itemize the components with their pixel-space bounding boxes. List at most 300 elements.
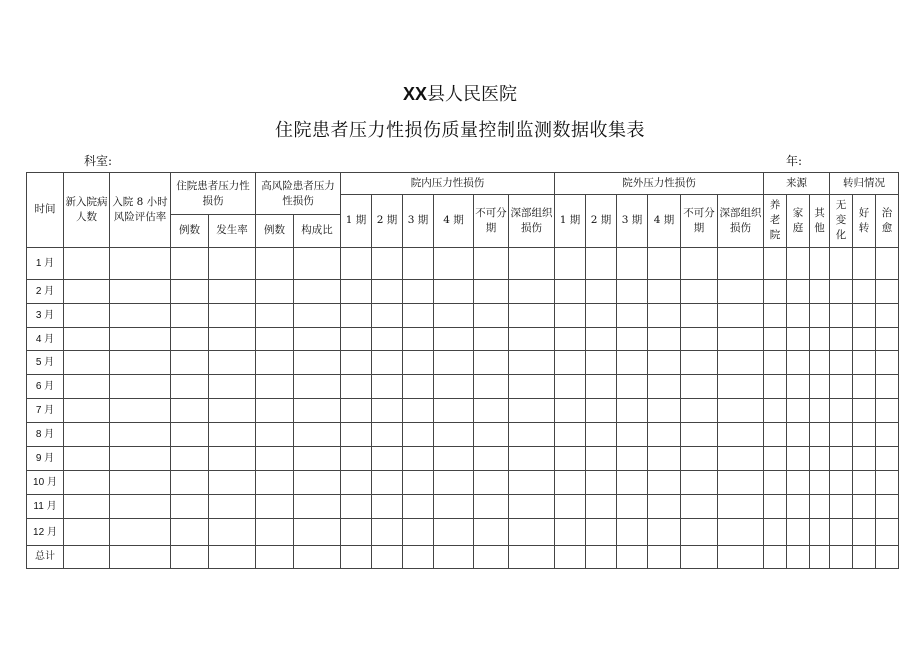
data-cell[interactable] <box>648 279 681 303</box>
data-cell[interactable] <box>110 471 171 495</box>
data-cell[interactable] <box>509 519 555 545</box>
data-cell[interactable] <box>810 398 830 422</box>
data-cell[interactable] <box>64 303 110 327</box>
data-cell[interactable] <box>256 519 294 545</box>
data-cell[interactable] <box>64 279 110 303</box>
data-cell[interactable] <box>434 351 474 375</box>
data-cell[interactable] <box>764 545 787 568</box>
data-cell[interactable] <box>509 446 555 470</box>
data-cell[interactable] <box>474 495 509 519</box>
data-cell[interactable] <box>681 398 718 422</box>
data-cell[interactable] <box>209 545 256 568</box>
data-cell[interactable] <box>209 471 256 495</box>
data-cell[interactable] <box>372 375 403 398</box>
data-cell[interactable] <box>474 328 509 351</box>
data-cell[interactable] <box>372 247 403 279</box>
data-cell[interactable] <box>434 247 474 279</box>
data-cell[interactable] <box>648 519 681 545</box>
data-cell[interactable] <box>434 279 474 303</box>
data-cell[interactable] <box>810 519 830 545</box>
data-cell[interactable] <box>171 471 209 495</box>
data-cell[interactable] <box>764 247 787 279</box>
data-cell[interactable] <box>294 398 341 422</box>
data-cell[interactable] <box>294 351 341 375</box>
data-cell[interactable] <box>586 422 617 446</box>
data-cell[interactable] <box>830 328 853 351</box>
data-cell[interactable] <box>648 398 681 422</box>
data-cell[interactable] <box>681 328 718 351</box>
data-cell[interactable] <box>681 545 718 568</box>
data-cell[interactable] <box>509 247 555 279</box>
data-cell[interactable] <box>876 328 899 351</box>
data-cell[interactable] <box>209 446 256 470</box>
data-cell[interactable] <box>509 279 555 303</box>
data-cell[interactable] <box>555 398 586 422</box>
data-cell[interactable] <box>555 375 586 398</box>
data-cell[interactable] <box>617 422 648 446</box>
data-cell[interactable] <box>171 495 209 519</box>
data-cell[interactable] <box>876 247 899 279</box>
data-cell[interactable] <box>474 351 509 375</box>
data-cell[interactable] <box>434 375 474 398</box>
data-cell[interactable] <box>853 471 876 495</box>
data-cell[interactable] <box>171 247 209 279</box>
data-cell[interactable] <box>64 422 110 446</box>
data-cell[interactable] <box>256 471 294 495</box>
data-cell[interactable] <box>209 422 256 446</box>
data-cell[interactable] <box>876 279 899 303</box>
data-cell[interactable] <box>555 495 586 519</box>
data-cell[interactable] <box>586 446 617 470</box>
data-cell[interactable] <box>648 351 681 375</box>
data-cell[interactable] <box>434 398 474 422</box>
data-cell[interactable] <box>648 303 681 327</box>
data-cell[interactable] <box>830 375 853 398</box>
data-cell[interactable] <box>434 545 474 568</box>
data-cell[interactable] <box>718 471 764 495</box>
data-cell[interactable] <box>509 422 555 446</box>
data-cell[interactable] <box>586 398 617 422</box>
data-cell[interactable] <box>209 351 256 375</box>
data-cell[interactable] <box>853 422 876 446</box>
data-cell[interactable] <box>648 495 681 519</box>
data-cell[interactable] <box>810 446 830 470</box>
data-cell[interactable] <box>372 328 403 351</box>
data-cell[interactable] <box>830 519 853 545</box>
data-cell[interactable] <box>876 422 899 446</box>
data-cell[interactable] <box>764 279 787 303</box>
data-cell[interactable] <box>586 495 617 519</box>
data-cell[interactable] <box>787 471 810 495</box>
data-cell[interactable] <box>474 247 509 279</box>
data-cell[interactable] <box>681 446 718 470</box>
data-cell[interactable] <box>853 446 876 470</box>
data-cell[interactable] <box>509 495 555 519</box>
data-cell[interactable] <box>648 375 681 398</box>
data-cell[interactable] <box>718 328 764 351</box>
data-cell[interactable] <box>853 303 876 327</box>
data-cell[interactable] <box>294 247 341 279</box>
data-cell[interactable] <box>830 495 853 519</box>
data-cell[interactable] <box>787 351 810 375</box>
data-cell[interactable] <box>256 351 294 375</box>
data-cell[interactable] <box>718 495 764 519</box>
data-cell[interactable] <box>110 247 171 279</box>
data-cell[interactable] <box>810 303 830 327</box>
data-cell[interactable] <box>294 446 341 470</box>
data-cell[interactable] <box>830 545 853 568</box>
data-cell[interactable] <box>110 545 171 568</box>
data-cell[interactable] <box>209 247 256 279</box>
data-cell[interactable] <box>648 247 681 279</box>
data-cell[interactable] <box>64 446 110 470</box>
data-cell[interactable] <box>681 422 718 446</box>
data-cell[interactable] <box>830 247 853 279</box>
data-cell[interactable] <box>718 519 764 545</box>
data-cell[interactable] <box>341 545 372 568</box>
data-cell[interactable] <box>509 328 555 351</box>
data-cell[interactable] <box>110 519 171 545</box>
data-cell[interactable] <box>474 446 509 470</box>
data-cell[interactable] <box>171 303 209 327</box>
data-cell[interactable] <box>617 303 648 327</box>
data-cell[interactable] <box>648 471 681 495</box>
data-cell[interactable] <box>294 471 341 495</box>
data-cell[interactable] <box>617 247 648 279</box>
data-cell[interactable] <box>764 398 787 422</box>
data-cell[interactable] <box>764 328 787 351</box>
data-cell[interactable] <box>830 471 853 495</box>
data-cell[interactable] <box>555 328 586 351</box>
data-cell[interactable] <box>617 351 648 375</box>
data-cell[interactable] <box>110 375 171 398</box>
data-cell[interactable] <box>403 398 434 422</box>
data-cell[interactable] <box>256 422 294 446</box>
data-cell[interactable] <box>586 279 617 303</box>
data-cell[interactable] <box>718 446 764 470</box>
data-cell[interactable] <box>853 279 876 303</box>
data-cell[interactable] <box>810 422 830 446</box>
data-cell[interactable] <box>341 422 372 446</box>
data-cell[interactable] <box>853 351 876 375</box>
data-cell[interactable] <box>876 351 899 375</box>
data-cell[interactable] <box>876 446 899 470</box>
data-cell[interactable] <box>586 351 617 375</box>
data-cell[interactable] <box>555 422 586 446</box>
data-cell[interactable] <box>256 303 294 327</box>
data-cell[interactable] <box>718 279 764 303</box>
data-cell[interactable] <box>787 375 810 398</box>
data-cell[interactable] <box>681 471 718 495</box>
data-cell[interactable] <box>256 398 294 422</box>
data-cell[interactable] <box>586 471 617 495</box>
data-cell[interactable] <box>403 279 434 303</box>
data-cell[interactable] <box>372 545 403 568</box>
data-cell[interactable] <box>372 422 403 446</box>
data-cell[interactable] <box>830 446 853 470</box>
data-cell[interactable] <box>474 279 509 303</box>
data-cell[interactable] <box>403 375 434 398</box>
data-cell[interactable] <box>876 495 899 519</box>
data-cell[interactable] <box>810 545 830 568</box>
data-cell[interactable] <box>171 519 209 545</box>
data-cell[interactable] <box>830 279 853 303</box>
data-cell[interactable] <box>509 545 555 568</box>
data-cell[interactable] <box>64 398 110 422</box>
data-cell[interactable] <box>830 303 853 327</box>
data-cell[interactable] <box>64 328 110 351</box>
data-cell[interactable] <box>681 351 718 375</box>
data-cell[interactable] <box>341 351 372 375</box>
data-cell[interactable] <box>474 375 509 398</box>
data-cell[interactable] <box>171 351 209 375</box>
data-cell[interactable] <box>810 328 830 351</box>
data-cell[interactable] <box>617 446 648 470</box>
data-cell[interactable] <box>617 375 648 398</box>
data-cell[interactable] <box>434 519 474 545</box>
data-cell[interactable] <box>341 495 372 519</box>
data-cell[interactable] <box>555 471 586 495</box>
data-cell[interactable] <box>787 303 810 327</box>
data-cell[interactable] <box>110 422 171 446</box>
data-cell[interactable] <box>110 398 171 422</box>
data-cell[interactable] <box>294 279 341 303</box>
data-cell[interactable] <box>403 422 434 446</box>
data-cell[interactable] <box>256 545 294 568</box>
data-cell[interactable] <box>810 375 830 398</box>
data-cell[interactable] <box>171 446 209 470</box>
data-cell[interactable] <box>171 398 209 422</box>
data-cell[interactable] <box>681 247 718 279</box>
data-cell[interactable] <box>64 519 110 545</box>
data-cell[interactable] <box>434 303 474 327</box>
data-cell[interactable] <box>648 328 681 351</box>
data-cell[interactable] <box>372 279 403 303</box>
data-cell[interactable] <box>64 471 110 495</box>
data-cell[interactable] <box>810 279 830 303</box>
data-cell[interactable] <box>586 328 617 351</box>
data-cell[interactable] <box>718 398 764 422</box>
data-cell[interactable] <box>341 471 372 495</box>
data-cell[interactable] <box>876 375 899 398</box>
data-cell[interactable] <box>403 495 434 519</box>
data-cell[interactable] <box>718 303 764 327</box>
data-cell[interactable] <box>403 351 434 375</box>
data-cell[interactable] <box>209 328 256 351</box>
data-cell[interactable] <box>764 471 787 495</box>
data-cell[interactable] <box>110 495 171 519</box>
data-cell[interactable] <box>403 446 434 470</box>
data-cell[interactable] <box>830 398 853 422</box>
data-cell[interactable] <box>648 446 681 470</box>
data-cell[interactable] <box>718 351 764 375</box>
data-cell[interactable] <box>555 279 586 303</box>
data-cell[interactable] <box>341 446 372 470</box>
data-cell[interactable] <box>681 375 718 398</box>
data-cell[interactable] <box>434 495 474 519</box>
data-cell[interactable] <box>171 375 209 398</box>
data-cell[interactable] <box>372 471 403 495</box>
data-cell[interactable] <box>209 495 256 519</box>
data-cell[interactable] <box>853 328 876 351</box>
data-cell[interactable] <box>681 495 718 519</box>
data-cell[interactable] <box>294 303 341 327</box>
data-cell[interactable] <box>294 495 341 519</box>
data-cell[interactable] <box>764 303 787 327</box>
data-cell[interactable] <box>341 375 372 398</box>
data-cell[interactable] <box>617 328 648 351</box>
data-cell[interactable] <box>294 422 341 446</box>
data-cell[interactable] <box>294 328 341 351</box>
data-cell[interactable] <box>110 351 171 375</box>
data-cell[interactable] <box>256 446 294 470</box>
data-cell[interactable] <box>372 351 403 375</box>
data-cell[interactable] <box>256 279 294 303</box>
data-cell[interactable] <box>617 495 648 519</box>
data-cell[interactable] <box>171 279 209 303</box>
data-cell[interactable] <box>853 375 876 398</box>
data-cell[interactable] <box>787 328 810 351</box>
data-cell[interactable] <box>764 495 787 519</box>
data-cell[interactable] <box>403 303 434 327</box>
data-cell[interactable] <box>718 247 764 279</box>
data-cell[interactable] <box>294 545 341 568</box>
data-cell[interactable] <box>586 375 617 398</box>
data-cell[interactable] <box>681 303 718 327</box>
data-cell[interactable] <box>372 519 403 545</box>
data-cell[interactable] <box>403 471 434 495</box>
data-cell[interactable] <box>256 375 294 398</box>
data-cell[interactable] <box>853 247 876 279</box>
data-cell[interactable] <box>474 398 509 422</box>
data-cell[interactable] <box>586 519 617 545</box>
data-cell[interactable] <box>810 351 830 375</box>
data-cell[interactable] <box>555 247 586 279</box>
data-cell[interactable] <box>853 545 876 568</box>
data-cell[interactable] <box>718 422 764 446</box>
data-cell[interactable] <box>171 545 209 568</box>
data-cell[interactable] <box>509 375 555 398</box>
data-cell[interactable] <box>474 422 509 446</box>
data-cell[interactable] <box>110 303 171 327</box>
data-cell[interactable] <box>474 471 509 495</box>
data-cell[interactable] <box>810 471 830 495</box>
data-cell[interactable] <box>341 279 372 303</box>
data-cell[interactable] <box>341 519 372 545</box>
data-cell[interactable] <box>555 351 586 375</box>
data-cell[interactable] <box>474 545 509 568</box>
data-cell[interactable] <box>209 375 256 398</box>
data-cell[interactable] <box>294 375 341 398</box>
data-cell[interactable] <box>372 495 403 519</box>
data-cell[interactable] <box>648 422 681 446</box>
data-cell[interactable] <box>434 422 474 446</box>
data-cell[interactable] <box>876 303 899 327</box>
data-cell[interactable] <box>853 398 876 422</box>
data-cell[interactable] <box>555 303 586 327</box>
data-cell[interactable] <box>509 351 555 375</box>
data-cell[interactable] <box>764 422 787 446</box>
data-cell[interactable] <box>830 351 853 375</box>
data-cell[interactable] <box>372 398 403 422</box>
data-cell[interactable] <box>617 471 648 495</box>
data-cell[interactable] <box>64 247 110 279</box>
data-cell[interactable] <box>434 446 474 470</box>
data-cell[interactable] <box>876 545 899 568</box>
data-cell[interactable] <box>509 398 555 422</box>
data-cell[interactable] <box>110 446 171 470</box>
data-cell[interactable] <box>372 446 403 470</box>
data-cell[interactable] <box>617 519 648 545</box>
data-cell[interactable] <box>64 351 110 375</box>
data-cell[interactable] <box>787 279 810 303</box>
data-cell[interactable] <box>586 303 617 327</box>
data-cell[interactable] <box>617 398 648 422</box>
data-cell[interactable] <box>372 303 403 327</box>
data-cell[interactable] <box>403 519 434 545</box>
data-cell[interactable] <box>787 545 810 568</box>
data-cell[interactable] <box>764 519 787 545</box>
data-cell[interactable] <box>876 398 899 422</box>
data-cell[interactable] <box>110 328 171 351</box>
data-cell[interactable] <box>810 495 830 519</box>
data-cell[interactable] <box>787 446 810 470</box>
data-cell[interactable] <box>341 303 372 327</box>
data-cell[interactable] <box>256 328 294 351</box>
data-cell[interactable] <box>648 545 681 568</box>
data-cell[interactable] <box>209 398 256 422</box>
data-cell[interactable] <box>876 519 899 545</box>
data-cell[interactable] <box>294 519 341 545</box>
data-cell[interactable] <box>256 495 294 519</box>
data-cell[interactable] <box>209 519 256 545</box>
data-cell[interactable] <box>586 247 617 279</box>
data-cell[interactable] <box>586 545 617 568</box>
data-cell[interactable] <box>434 471 474 495</box>
data-cell[interactable] <box>617 279 648 303</box>
data-cell[interactable] <box>509 303 555 327</box>
data-cell[interactable] <box>341 247 372 279</box>
data-cell[interactable] <box>403 328 434 351</box>
data-cell[interactable] <box>787 495 810 519</box>
data-cell[interactable] <box>403 545 434 568</box>
data-cell[interactable] <box>830 422 853 446</box>
data-cell[interactable] <box>555 519 586 545</box>
data-cell[interactable] <box>787 247 810 279</box>
data-cell[interactable] <box>718 545 764 568</box>
data-cell[interactable] <box>474 303 509 327</box>
data-cell[interactable] <box>681 279 718 303</box>
data-cell[interactable] <box>764 351 787 375</box>
data-cell[interactable] <box>64 495 110 519</box>
data-cell[interactable] <box>787 422 810 446</box>
data-cell[interactable] <box>617 545 648 568</box>
data-cell[interactable] <box>718 375 764 398</box>
data-cell[interactable] <box>681 519 718 545</box>
data-cell[interactable] <box>64 375 110 398</box>
data-cell[interactable] <box>403 247 434 279</box>
data-cell[interactable] <box>110 279 171 303</box>
data-cell[interactable] <box>171 328 209 351</box>
data-cell[interactable] <box>853 519 876 545</box>
data-cell[interactable] <box>209 303 256 327</box>
data-cell[interactable] <box>474 519 509 545</box>
data-cell[interactable] <box>171 422 209 446</box>
data-cell[interactable] <box>256 247 294 279</box>
data-cell[interactable] <box>555 545 586 568</box>
data-cell[interactable] <box>764 446 787 470</box>
data-cell[interactable] <box>555 446 586 470</box>
